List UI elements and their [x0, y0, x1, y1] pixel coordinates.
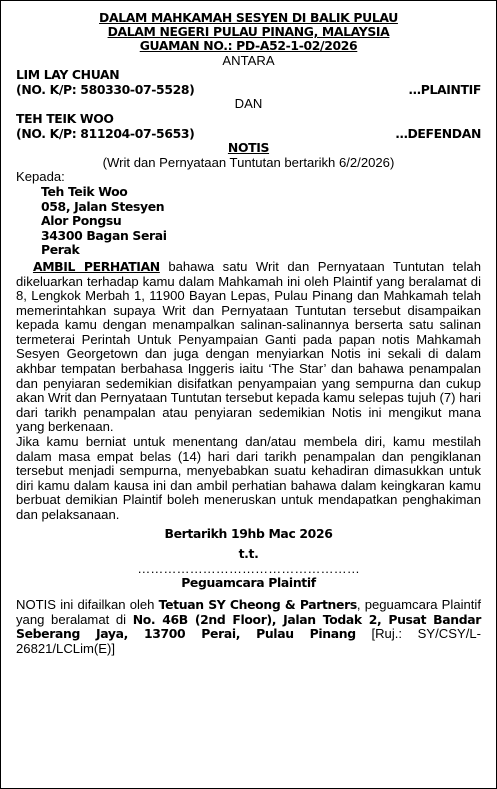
- notice-title: NOTIS: [227, 140, 270, 156]
- plaintiff-row: [16, 83, 481, 98]
- notice-subtitle: (Writ dan Pernyataan Tuntutan bertarikh 6/2/2026): [102, 154, 395, 170]
- filing-note: [16, 598, 481, 656]
- firm-address: No. 46B (2nd Floor), Jalan Todak 2, Pusat Bandar Seberang Jaya, 13700 Perai, Pulau Pinang: [16, 611, 481, 642]
- law-firm: Tetuan SY Cheong & Partners: [158, 596, 357, 612]
- address-line: 058, Jalan Stesyen: [41, 198, 165, 214]
- defendant-row: [16, 127, 481, 142]
- plaintiff-ic: (NO. K/P: 580330-07-5528): [16, 81, 195, 97]
- defendant-ic: (NO. K/P: 811204-07-5653): [16, 125, 195, 141]
- filing-text-1: NOTIS ini difailkan oleh: [16, 596, 159, 612]
- signature-mark: t.t.: [238, 546, 259, 562]
- plaintiff-name: LIM LAY CHUAN: [16, 67, 120, 83]
- filing-text-2: , peguamcara Plaintif yang beralamat di: [16, 596, 481, 627]
- defendant-name: TEH TEIK WOO: [16, 110, 114, 126]
- address-line: Teh Teik Woo: [41, 183, 128, 199]
- and-label: DAN: [234, 96, 263, 112]
- address-line: 34300 Bagan Serai: [41, 227, 167, 243]
- body-text-1: bahawa satu Writ dan Pernyataan Tuntutan telah dikeluarkan terhadap kamu dalam Mahkamah ini oleh Plaintif yang beralamat di 8, Lengkok Merbah 1, 11900 Bayan Lepas, Pulau Pinang dan Mahkamah telah memerintahkan supaya Writ dan Pernyataan Tuntutan tersebut disampaikan kepada kamu dengan menampalkan salinan-salinannya berserta satu salinan termeterai Perintah Untuk Penyampaian Ganti pada papan notis Mahkamah Sesyen Georgetown dan juga dengan menyiarkan Notis ini sekali di dalam akhbar tempatan berbahasa Inggeris iaitu ‘The Star’ dan bahawa penampalan dan penyiaran sedemikian disifatkan penyampaian yang sempurna dan cukup akan Writ dan Pernyataan Tuntutan tersebut kepada kamu selepas tujuh (7) hari dari tarikh penampalan atau penyiaran sedemikian Notis ini mengikut mana yang berkenaan.: [16, 258, 481, 435]
- signature-label: Peguamcara Plaintif: [181, 575, 316, 591]
- defendant-role: …DEFENDAN: [395, 125, 481, 141]
- notice-body: [16, 260, 481, 523]
- court-name-line1: DALAM MAHKAMAH SESYEN DI BALIK PULAU: [99, 10, 398, 25]
- case-number: GUAMAN NO.: PD-A52-1-02/2026: [139, 38, 358, 54]
- body-paragraph-2: Jika kamu berniat untuk menentang dan/atau membela diri, kamu mestilah dalam masa empat belas (14) hari dari tarikh penampalan dan pengiklanan tersebut menjadi sempurna, menyebabkan suatu kehadiran dimasukkan untuk diri kamu dalam kausa ini dan ambil perhatian bahawa dalam keingkaran kamu berbuat demikian Plaintif boleh meneruskan untuk mendapatkan penghakiman dan pelaksanaan.: [16, 434, 481, 523]
- signature-line: ……………………………………………: [137, 560, 360, 576]
- address-line: Perak: [41, 242, 80, 258]
- signature-date: Bertarikh 19hb Mac 2026: [164, 525, 333, 541]
- recipient-label: Kepada:: [16, 169, 65, 185]
- filing-reference: [Ruj.: SY/CSY/L-26821/LCLim(E)]: [16, 626, 481, 656]
- address-line: Alor Pongsu: [41, 213, 122, 229]
- plaintiff-role: …PLAINTIF: [408, 81, 481, 97]
- attention-lead: AMBIL PERHATIAN: [32, 258, 160, 274]
- between-label: ANTARA: [222, 52, 275, 68]
- body-paragraph-1: [16, 260, 481, 435]
- court-name-line2: DALAM NEGERI PULAU PINANG, MALAYSIA: [107, 24, 390, 40]
- recipient-address: [16, 185, 481, 258]
